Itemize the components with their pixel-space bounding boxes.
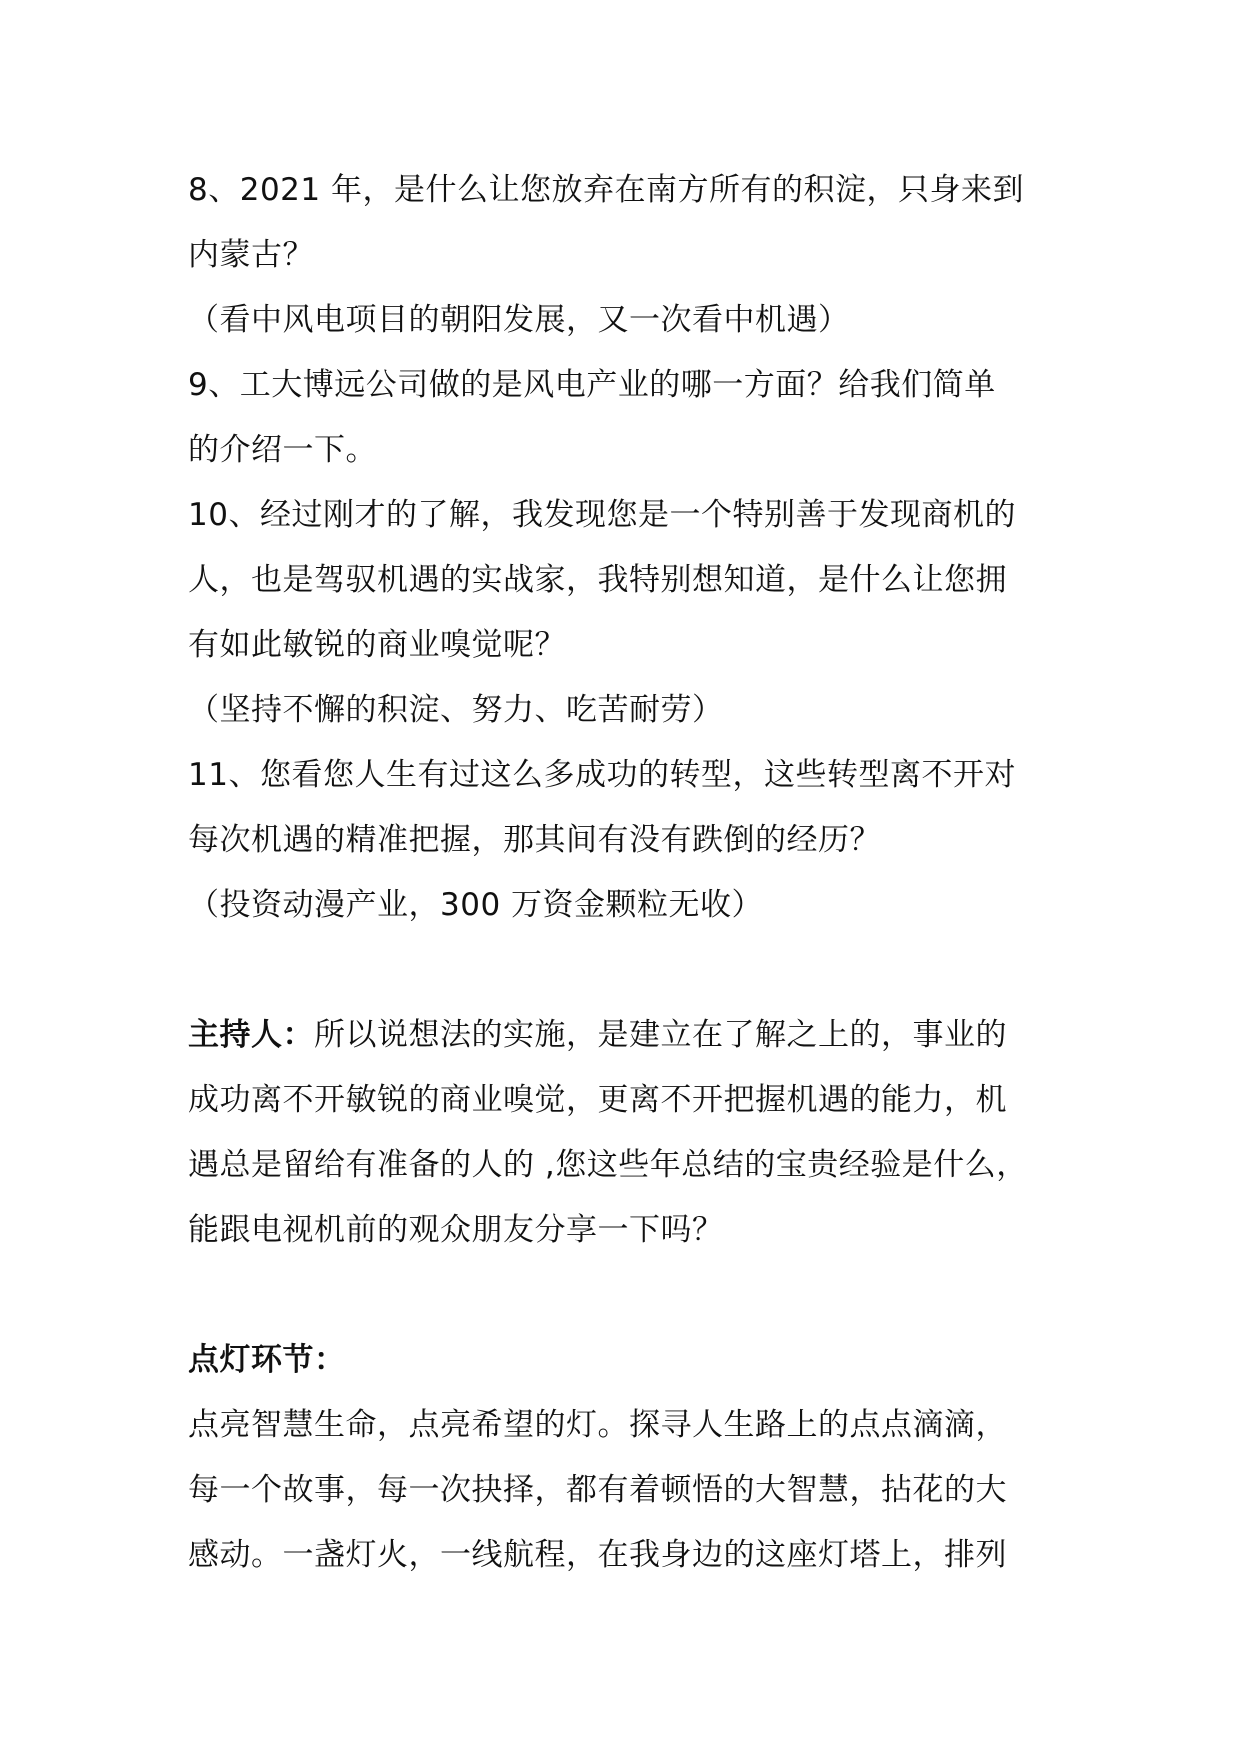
host-line-1 xyxy=(188,1003,1068,1068)
document-body xyxy=(188,158,1068,1588)
question-11-line-1: 11、您看您人生有过这么多成功的转型，这些转型离不开对 xyxy=(188,757,1016,793)
paragraph-spacer xyxy=(188,938,1068,1003)
host-line-2: 成功离不开敏锐的商业嗅觉，更离不开把握机遇的能力，机 xyxy=(188,1082,1007,1118)
host-text-1: 所以说想法的实施，是建立在了解之上的，事业的 xyxy=(314,1017,1007,1053)
answer-8: （看中风电项目的朝阳发展，又一次看中机遇） xyxy=(188,302,850,338)
question-8-line-2: 内蒙古？ xyxy=(188,237,314,273)
host-label: 主持人： xyxy=(188,1017,314,1053)
lighting-line-2: 每一个故事，每一次抉择，都有着顿悟的大智慧，拈花的大 xyxy=(188,1472,1007,1508)
lighting-line-3: 感动。一盏灯火，一线航程，在我身边的这座灯塔上，排列 xyxy=(188,1537,1007,1573)
question-8-line-1: 8、2021 年，是什么让您放弃在南方所有的积淀，只身来到 xyxy=(188,172,1024,208)
question-10-line-1: 10、经过刚才的了解，我发现您是一个特别善于发现商机的 xyxy=(188,497,1016,533)
question-11-line-2: 每次机遇的精准把握，那其间有没有跌倒的经历？ xyxy=(188,822,881,858)
question-10-line-3: 有如此敏锐的商业嗅觉呢？ xyxy=(188,627,566,663)
lighting-heading: 点灯环节： xyxy=(188,1342,346,1378)
question-9-line-1: 9、工大博远公司做的是风电产业的哪一方面？给我们简单 xyxy=(188,367,996,403)
host-line-3: 遇总是留给有准备的人的 ,您这些年总结的宝贵经验是什么， xyxy=(188,1147,1028,1183)
question-10-line-2: 人，也是驾驭机遇的实战家，我特别想知道，是什么让您拥 xyxy=(188,562,1007,598)
answer-11: （投资动漫产业，300 万资金颗粒无收） xyxy=(188,887,764,923)
paragraph-spacer xyxy=(188,1263,1068,1328)
lighting-line-1: 点亮智慧生命，点亮希望的灯。探寻人生路上的点点滴滴， xyxy=(188,1407,1007,1443)
answer-10: （坚持不懈的积淀、努力、吃苦耐劳） xyxy=(188,692,724,728)
question-9-line-2: 的介绍一下。 xyxy=(188,432,377,468)
host-line-4: 能跟电视机前的观众朋友分享一下吗？ xyxy=(188,1212,724,1248)
